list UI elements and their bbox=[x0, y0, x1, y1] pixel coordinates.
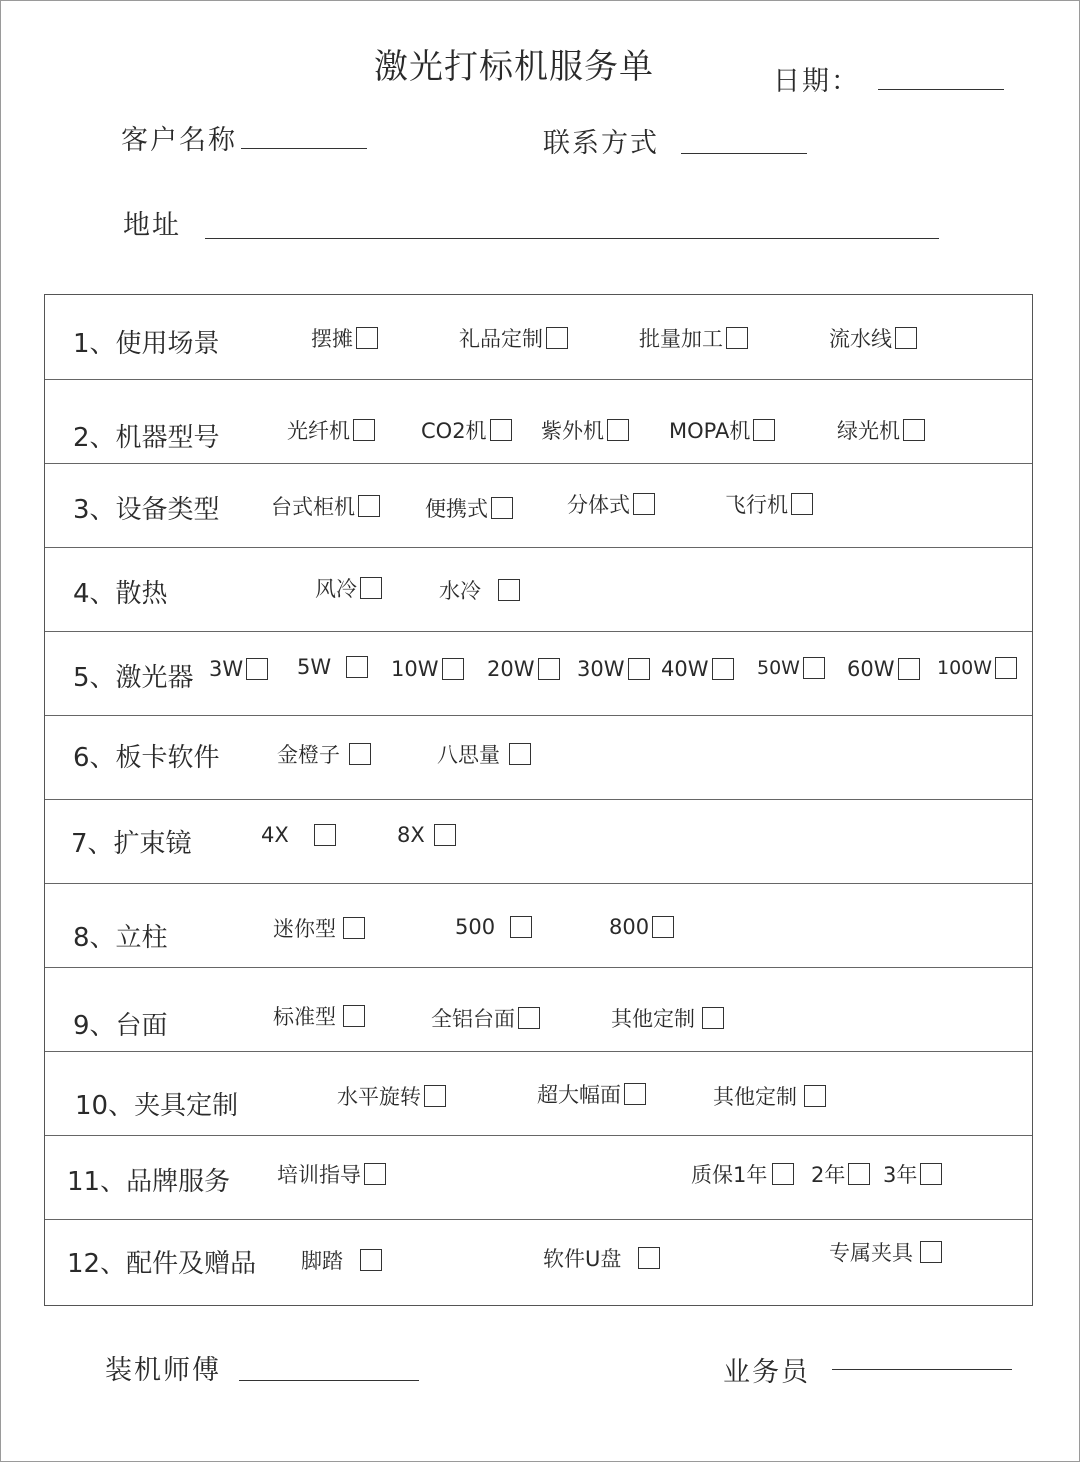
option-software-usb[interactable]: 软件U盘 bbox=[543, 1243, 660, 1273]
row-control-software bbox=[45, 715, 1032, 799]
checkbox[interactable] bbox=[772, 1163, 794, 1185]
option-5w[interactable]: 5W bbox=[297, 655, 368, 679]
checkbox[interactable] bbox=[607, 419, 629, 441]
option-stall[interactable]: 摆摊 bbox=[311, 323, 378, 353]
installer-label: 装机师傅 bbox=[105, 1355, 221, 1386]
checkbox[interactable] bbox=[920, 1163, 942, 1185]
checkbox[interactable] bbox=[510, 916, 532, 938]
option-40w[interactable]: 40W bbox=[661, 657, 734, 681]
checkbox[interactable] bbox=[442, 658, 464, 680]
row-label: 11、品牌服务 bbox=[67, 1167, 231, 1197]
checkbox[interactable] bbox=[753, 419, 775, 441]
checkbox[interactable] bbox=[518, 1007, 540, 1029]
option-aluminum[interactable]: 全铝台面 bbox=[431, 1003, 540, 1033]
row-cooling bbox=[45, 547, 1032, 631]
checkbox[interactable] bbox=[920, 1241, 942, 1263]
checkbox[interactable] bbox=[491, 497, 513, 519]
row-label: 9、台面 bbox=[73, 1011, 168, 1041]
address-field[interactable] bbox=[205, 238, 939, 239]
option-flying[interactable]: 飞行机 bbox=[725, 489, 813, 519]
option-500[interactable]: 500 bbox=[455, 915, 532, 939]
option-jcz[interactable]: 金橙子 bbox=[277, 739, 371, 769]
checkbox[interactable] bbox=[804, 1085, 826, 1107]
checkbox[interactable] bbox=[364, 1163, 386, 1185]
option-4x[interactable]: 4X bbox=[261, 823, 336, 847]
checkbox[interactable] bbox=[353, 419, 375, 441]
row-label: 7、扩束镜 bbox=[71, 829, 192, 859]
checkbox[interactable] bbox=[346, 656, 368, 678]
option-water-cooling[interactable]: 水冷 bbox=[439, 575, 520, 605]
option-cabinet[interactable]: 台式柜机 bbox=[271, 491, 380, 521]
checkbox[interactable] bbox=[538, 658, 560, 680]
option-portable[interactable]: 便携式 bbox=[425, 493, 513, 523]
option-gift[interactable]: 礼品定制 bbox=[459, 323, 568, 353]
installer-field[interactable] bbox=[239, 1380, 419, 1381]
option-10w[interactable]: 10W bbox=[391, 657, 464, 681]
date-field[interactable] bbox=[878, 89, 1004, 90]
option-mopa[interactable]: MOPA机 bbox=[669, 415, 775, 445]
contact-field[interactable] bbox=[681, 153, 807, 154]
row-label: 6、板卡软件 bbox=[73, 743, 220, 773]
checkbox[interactable] bbox=[895, 327, 917, 349]
row-accessories-gifts bbox=[45, 1219, 1032, 1303]
row-label: 1、使用场景 bbox=[73, 329, 220, 359]
row-label: 8、立柱 bbox=[73, 923, 168, 953]
checkbox[interactable] bbox=[509, 743, 531, 765]
row-label: 4、散热 bbox=[73, 579, 168, 609]
row-brand-service bbox=[45, 1135, 1032, 1219]
option-30w[interactable]: 30W bbox=[577, 657, 650, 681]
checkbox[interactable] bbox=[424, 1085, 446, 1107]
row-label: 5、激光器 bbox=[73, 663, 194, 693]
row-label: 10、夹具定制 bbox=[75, 1091, 239, 1121]
option-warranty-3y[interactable]: 3年 bbox=[883, 1159, 942, 1189]
checkbox[interactable] bbox=[358, 495, 380, 517]
checkbox[interactable] bbox=[314, 824, 336, 846]
checkbox[interactable] bbox=[848, 1163, 870, 1185]
checkbox[interactable] bbox=[360, 1249, 382, 1271]
row-worktable bbox=[45, 967, 1032, 1051]
checkbox[interactable] bbox=[360, 577, 382, 599]
checkbox[interactable] bbox=[803, 657, 825, 679]
option-fiber[interactable]: 光纤机 bbox=[287, 415, 375, 445]
option-co2[interactable]: CO2机 bbox=[421, 415, 512, 445]
checkbox[interactable] bbox=[343, 917, 365, 939]
option-large-format[interactable]: 超大幅面 bbox=[537, 1079, 646, 1109]
option-split[interactable]: 分体式 bbox=[567, 489, 655, 519]
checkbox[interactable] bbox=[356, 327, 378, 349]
checkbox[interactable] bbox=[652, 916, 674, 938]
checkbox[interactable] bbox=[628, 658, 650, 680]
option-800[interactable]: 800 bbox=[609, 915, 674, 939]
row-machine-model bbox=[45, 379, 1032, 463]
options-table bbox=[44, 294, 1033, 1306]
salesperson-field[interactable] bbox=[832, 1369, 1012, 1370]
checkbox[interactable] bbox=[898, 658, 920, 680]
option-custom-table[interactable]: 其他定制 bbox=[611, 1003, 724, 1033]
checkbox[interactable] bbox=[995, 657, 1017, 679]
row-fixture-custom bbox=[45, 1051, 1032, 1135]
row-column bbox=[45, 883, 1032, 967]
row-device-type bbox=[45, 463, 1032, 547]
date-label: 日期： bbox=[773, 66, 860, 97]
option-3w[interactable]: 3W bbox=[209, 657, 268, 681]
checkbox[interactable] bbox=[712, 658, 734, 680]
option-green[interactable]: 绿光机 bbox=[837, 415, 925, 445]
checkbox[interactable] bbox=[633, 493, 655, 515]
checkbox[interactable] bbox=[498, 579, 520, 601]
option-exclusive-fixture[interactable]: 专属夹具 bbox=[829, 1237, 942, 1267]
row-usage-scene bbox=[45, 295, 1032, 379]
customer-name-label: 客户名称 bbox=[121, 125, 237, 156]
option-uv[interactable]: 紫外机 bbox=[541, 415, 629, 445]
row-laser-power bbox=[45, 631, 1032, 715]
row-label: 12、配件及赠品 bbox=[67, 1249, 257, 1279]
option-air-cooling[interactable]: 风冷 bbox=[315, 573, 382, 603]
address-label: 地址 bbox=[123, 210, 181, 241]
option-custom-fixture[interactable]: 其他定制 bbox=[713, 1081, 826, 1111]
option-batch[interactable]: 批量加工 bbox=[639, 323, 748, 353]
option-50w[interactable]: 50W bbox=[757, 657, 825, 679]
checkbox[interactable] bbox=[726, 327, 748, 349]
checkbox[interactable] bbox=[638, 1247, 660, 1269]
contact-label: 联系方式 bbox=[543, 128, 659, 159]
checkbox[interactable] bbox=[791, 493, 813, 515]
option-60w[interactable]: 60W bbox=[847, 657, 920, 681]
option-training[interactable]: 培训指导 bbox=[277, 1159, 386, 1189]
row-label: 2、机器型号 bbox=[73, 423, 220, 453]
salesperson-label: 业务员 bbox=[723, 1357, 810, 1388]
option-20w[interactable]: 20W bbox=[487, 657, 560, 681]
option-warranty-1y[interactable]: 质保1年 bbox=[691, 1159, 794, 1189]
checkbox[interactable] bbox=[343, 1005, 365, 1027]
option-foot-pedal[interactable]: 脚踏 bbox=[301, 1245, 382, 1275]
option-warranty-2y[interactable]: 2年 bbox=[811, 1159, 870, 1189]
option-mini[interactable]: 迷你型 bbox=[273, 913, 365, 943]
row-label: 3、设备类型 bbox=[73, 495, 220, 525]
form-title: 激光打标机服务单 bbox=[374, 47, 654, 87]
option-100w[interactable]: 100W bbox=[937, 657, 1017, 679]
checkbox[interactable] bbox=[624, 1083, 646, 1105]
option-assembly-line[interactable]: 流水线 bbox=[829, 323, 917, 353]
checkbox[interactable] bbox=[349, 743, 371, 765]
checkbox[interactable] bbox=[702, 1007, 724, 1029]
option-8x[interactable]: 8X bbox=[397, 823, 456, 847]
row-beam-expander bbox=[45, 799, 1032, 883]
option-bslaser[interactable]: 八思量 bbox=[437, 739, 531, 769]
checkbox[interactable] bbox=[246, 658, 268, 680]
option-standard[interactable]: 标准型 bbox=[273, 1001, 365, 1031]
checkbox[interactable] bbox=[546, 327, 568, 349]
option-rotary[interactable]: 水平旋转 bbox=[337, 1081, 446, 1111]
checkbox[interactable] bbox=[434, 824, 456, 846]
checkbox[interactable] bbox=[903, 419, 925, 441]
customer-name-field[interactable] bbox=[241, 148, 367, 149]
checkbox[interactable] bbox=[490, 419, 512, 441]
